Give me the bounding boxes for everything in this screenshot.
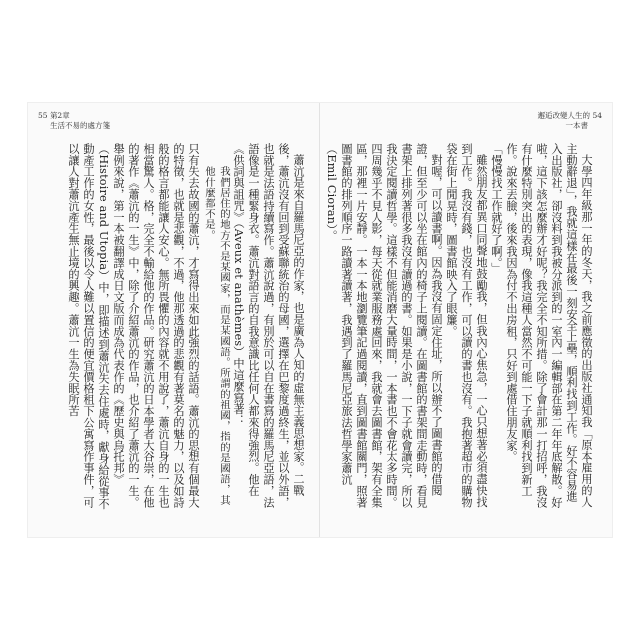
right-page — [320, 103, 612, 537]
left-page — [28, 103, 320, 537]
book-spread — [28, 103, 612, 537]
right-title-line1: 邂逅改變人生的 — [537, 111, 591, 120]
right-body-text — [325, 143, 594, 513]
right-page-header — [538, 111, 602, 131]
left-page-number: 55 — [38, 111, 48, 120]
right-paragraph: 雖然朋友都異口同聲地鼓勵我，但我內心焦急，一心只想著必須盡快找到工作。我沒有錢，也沒有工作，可以讀的書也沒有。我抱著超市的購物袋在街上閒晃時，圖書館映入了眼簾。 — [445, 143, 488, 508]
right-paragraph: 大學四年級那一年的冬天，我之前應徵的出版社通知我「原本雇用的人主動辭退」，我就這樣在最後一刻安全上壘，順利找到工作。好不容易進入出版社，卻沒料到我被分派到的一室內一編輯部在第二年年底解散。好啦，這下該怎麼辦才好呢？我完全不知所措。除了會計那一打招呼，我沒有什麼特別突出的表現，像我這種人當然不可能一下子就順利找到新工作。說來丟臉，後來我因為付不出房租，只好到處借住朋友家。 — [505, 143, 593, 508]
left-paragraph: 只有失去故國的蕭沆，才寫得出來如此強烈的話語。蕭沆的思想有個最大的特徵，也就是悲觀，不過，他那透過的悲觀有著莫名的魅力，以及如詩般的格言都能讓人安心。無所畏懼的內容就不用說了，蕭沆自身的一生也相當驚人。格，完全不輸給他的作品。研究蕭沆的日本學者大谷崇，在他的著作《蕭沆的一生》中，除了介紹蕭沆的作品，也介紹了蕭沆的一生。舉例來說，第一本被翻譯成日文版而成為代表作的《歷史與烏托邦》（Histoire and Utopia）中，即描述到蕭沆失去住處時，獻身給從事不動產工作的女性，最後以令人難以置信的便宜價格租下公寓寫作事件，可以讓人對蕭沆產生無止境的興趣。蕭沆一生為失眠所苦 — [67, 143, 200, 510]
left-chapter-label: 第2章 — [49, 111, 70, 120]
left-paragraph: 蕭沆是來自羅馬尼亞的作家，也是廣為人知的虛無主義思想家。二戰後，蕭沆沒有回到受蘇聯統治的母國，選擇在巴黎度過終生，並以外語，也就是法語持續寫作。蕭沆說過，有別於可以自在書寫的羅馬尼亞語，法語像是一種緊身衣。蕭沆對語言的自我意識比任何人都來得強烈。他在《供詞與詛咒》（Aveux et anathèmes）中這麼寫著： — [232, 143, 305, 508]
right-page-number: 54 — [592, 111, 602, 120]
left-page-header — [38, 111, 110, 131]
right-title-line2: 一本書 — [565, 121, 588, 130]
right-paragraph: 「慢慢找工作就好了啊。」 — [490, 143, 503, 275]
left-section-title: 生活不易的處方箋 — [50, 121, 110, 130]
right-paragraph: 對喔，可以讀書啊。因為我沒有固定住址，所以辦不了圖書館的借閱證，但至少可以坐在館內的椅子上閱讀。在圖書館的書架間走動時，看見書架上排列著很多我沒有讀過的書。如果是小說，一下子就會讀完，所以我決定閱讀哲學。這樣不但能消磨大量時間，一本書也不會花太多時間。四周幾乎不見人影，每天從就業服務處回來，我就會去圖書館，架有全集區，那裡一片安靜。一本一本地瀏覽筆記過閱讀，直到圖書館關門，照著圖書館的排列順序一路讀著讀著，我遇到了羅馬尼亞旅法哲學家蕭沆（Emil Cioran）。 — [325, 143, 443, 508]
left-body-text — [36, 143, 306, 513]
left-quote: 我們居住的地方不是某國家，而是某國語。所謂的祖國，指的是國語，其他什麼都不是。 — [203, 165, 230, 506]
